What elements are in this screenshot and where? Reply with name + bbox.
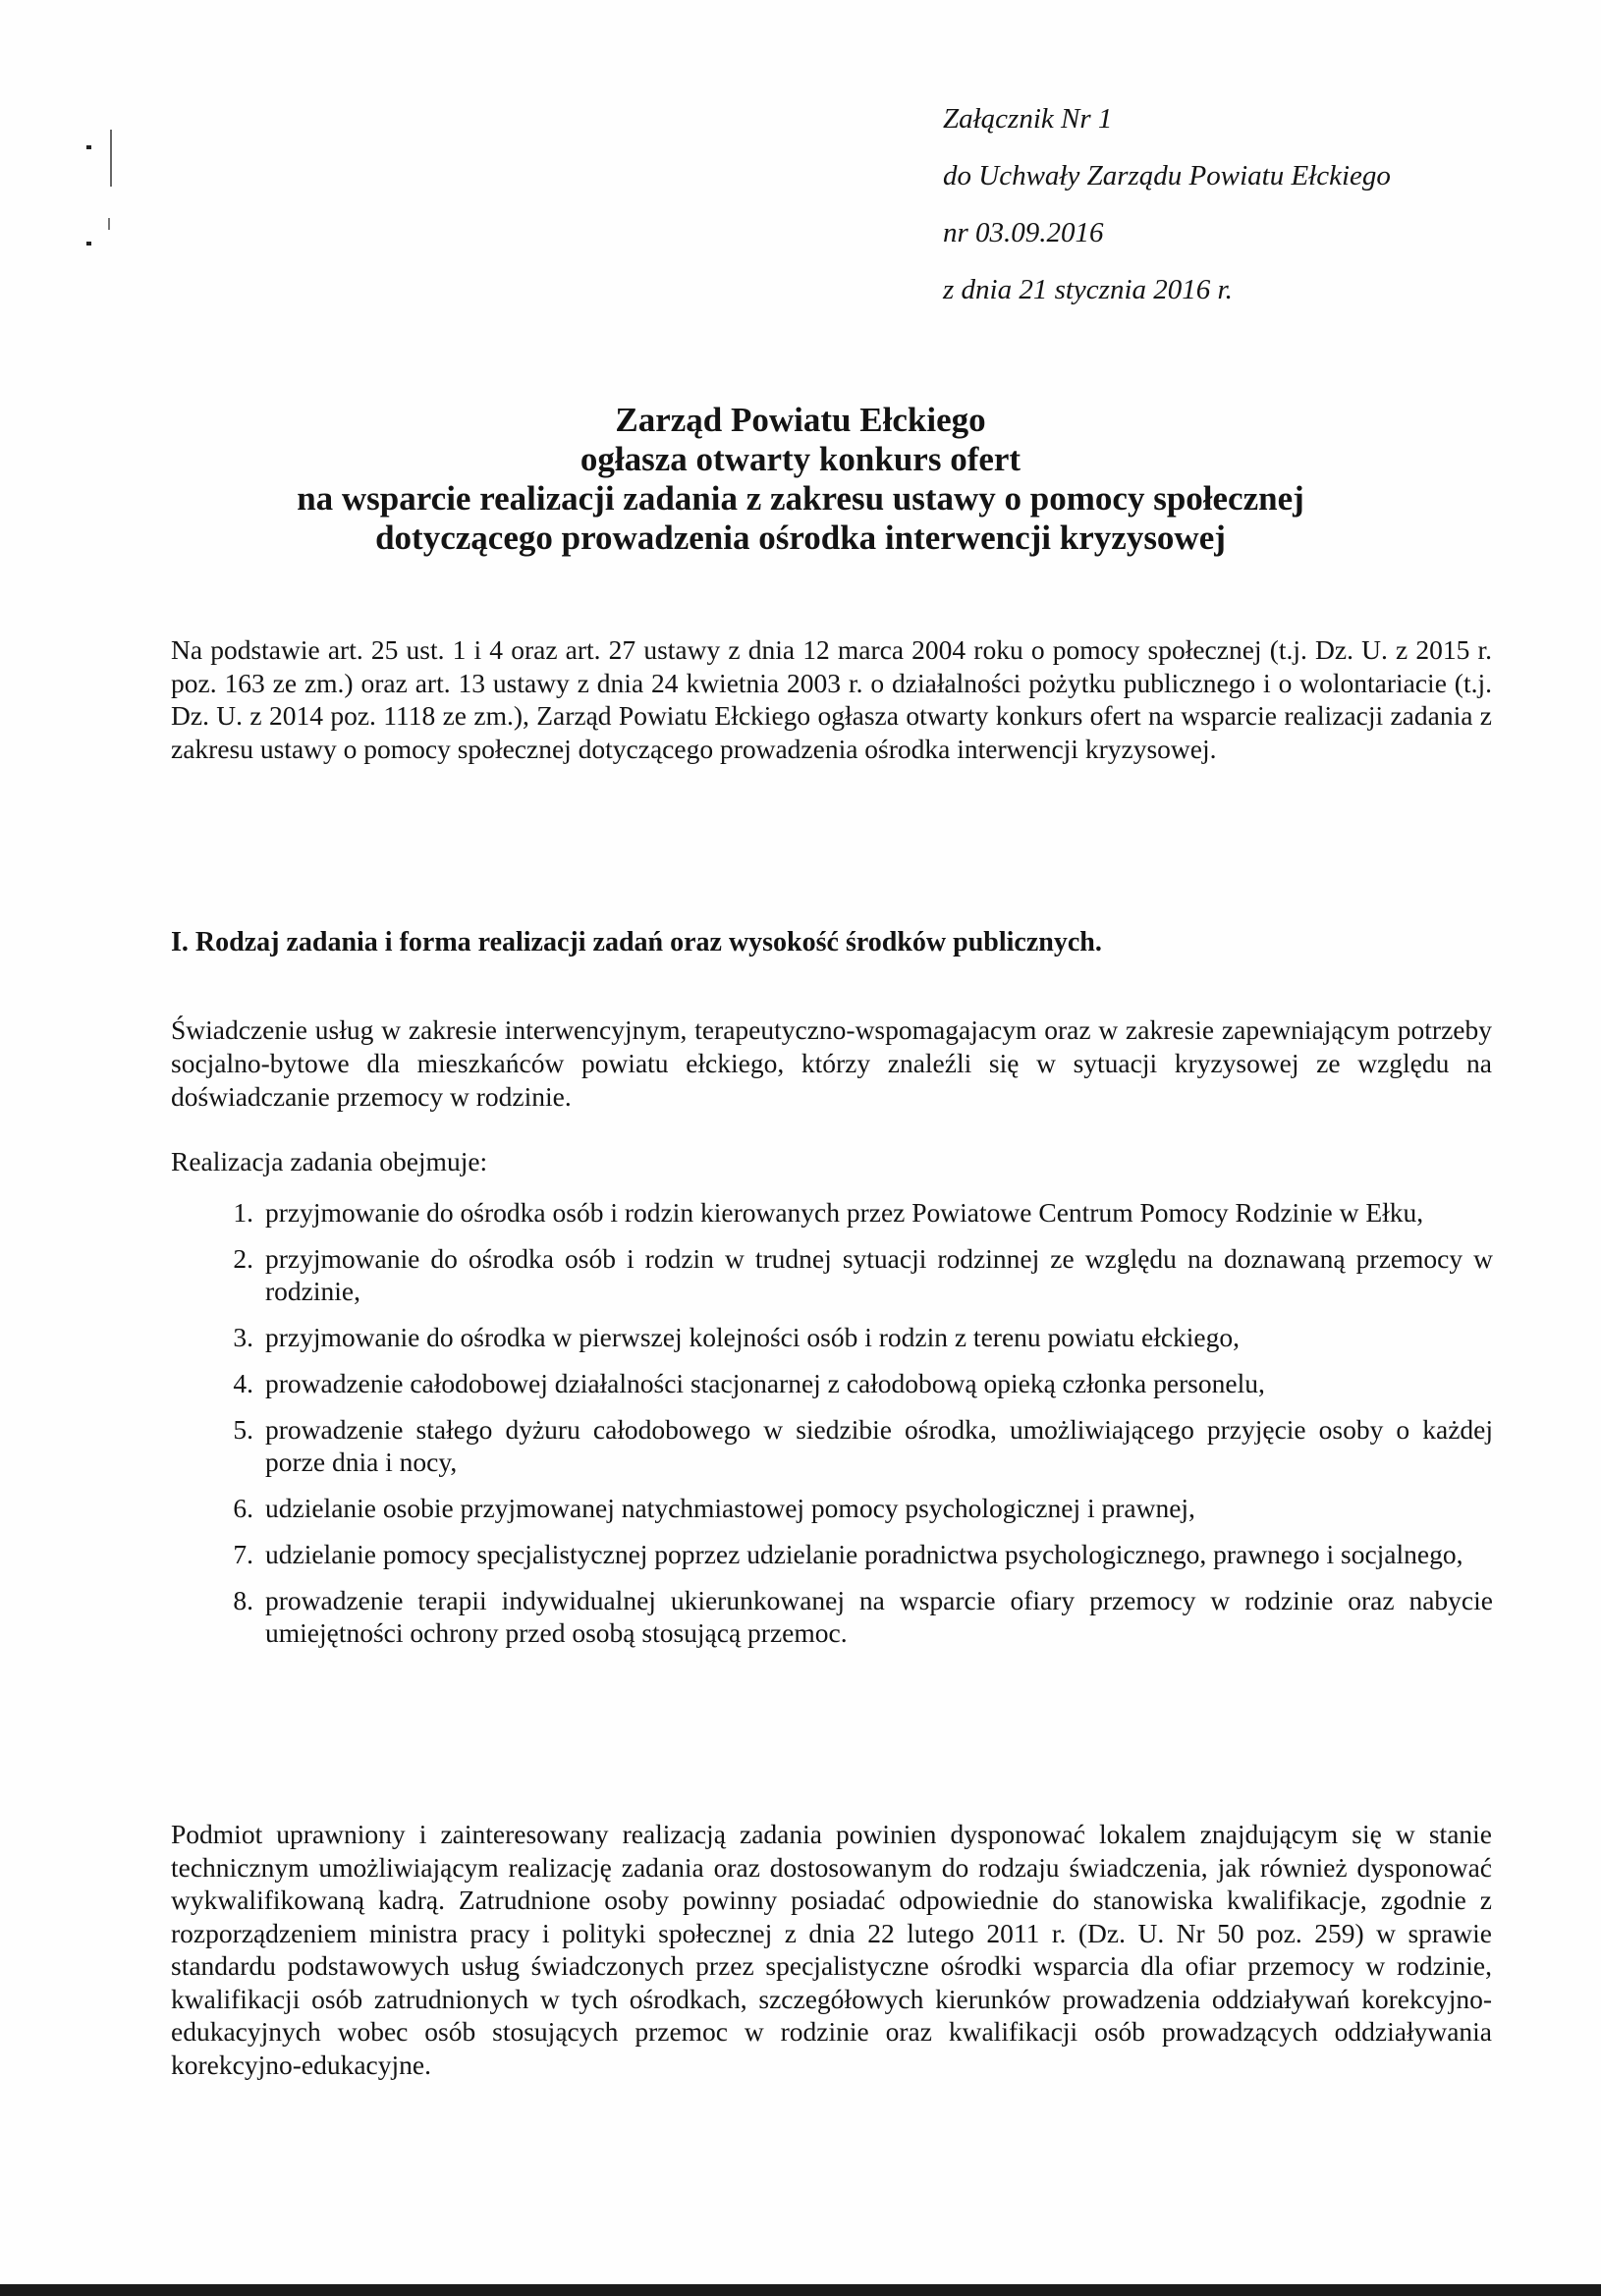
title-line-3: na wsparcie realizacji zadania z zakresu ustawy o pomocy społecznej [297,479,1304,518]
resolution-date: z dnia 21 stycznia 2016 r. [943,274,1233,305]
list-item [233,1367,1493,1399]
list-item [233,1584,1493,1649]
scan-mark [86,242,91,246]
task-scope-label: Realizacja zadania obejmuje: [171,1146,488,1176]
attachment-header [943,90,1391,318]
list-item-number: 4. [233,1368,253,1398]
list-item [233,1492,1493,1524]
scan-mark [110,130,112,187]
list-item-text: przyjmowanie do ośrodka w pierwszej kolejności osób i rodzin z terenu powiatu ełckiego, [265,1322,1241,1352]
task-description-paragraph: Świadczenie usług w zakresie interwencyjnym, terapeutyczno-wspomagajacym oraz w zakresie zapewniającym potrzeby socjalno-bytowe dla mieszkańców powiatu ełckiego, którzy znaleźli się w sytuacji kryzysowej ze względu na doświadczanie przemocy w rodzinie. [171,1014,1492,1112]
resolution-number: nr 03.09.2016 [943,217,1104,248]
list-item-number: 8. [233,1585,253,1615]
list-item [233,1538,1493,1570]
list-item-text: prowadzenie stałego dyżuru całodobowego w siedzibie ośrodka, umożliwiającego przyjęcie osoby o każdej porze dnia i nocy, [265,1414,1493,1477]
list-item-text: udzielanie osobie przyjmowanej natychmiastowej pomocy psychologicznej i prawnej, [265,1493,1195,1523]
requirements-paragraph: Podmiot uprawniony i zainteresowany realizacją zadania powinien dysponować lokalem znajdującym się w stanie technicznym umożliwiającym realizację zadania oraz dostosowanym do rodzaju świadczenia, jak również dysponować wykwalifikowaną kadrą. Zatrudnione osoby powinny posiadać odpowiednie do stanowiska kwalifikacje, zgodnie z rozporządzeniem ministra pracy i polityki społecznej z dnia 22 lutego 2011 r. (Dz. U. Nr 50 poz. 259) w sprawie standardu podstawowych usług świadczonych przez specjalistyczne ośrodki wsparcia dla ofiar przemocy w rodzinie, kwalifikacji osób zatrudnionych w tych ośrodkach, szczegółowych kierunków prowadzenia oddziaływań korekcyjno-edukacyjnych wobec osób stosujących przemoc w rodzinie oraz kwalifikacji osób prowadzących oddziaływania korekcyjno-edukacyjne. [171,1819,1492,2080]
resolution-reference: do Uchwały Zarządu Powiatu Ełckiego [943,160,1391,191]
section-heading: I. Rodzaj zadania i forma realizacji zadań oraz wysokość środków publicznych. [171,927,1102,957]
task-scope-list [0,1196,1601,1663]
list-item-number: 3. [233,1322,253,1352]
list-item [233,1413,1493,1478]
list-item-number: 6. [233,1493,253,1523]
list-item [233,1321,1493,1353]
title-line-4: dotyczącego prowadzenia ośrodka interwencji kryzysowej [375,519,1226,557]
scan-mark [108,218,110,230]
intro-paragraph: Na podstawie art. 25 ust. 1 i 4 oraz art. 27 ustawy z dnia 12 marca 2004 roku o pomocy społecznej (t.j. Dz. U. z 2015 r. poz. 163 ze zm.) oraz art. 13 ustawy z dnia 24 kwietnia 2003 r. o działalności pożytku publicznego i o wolontariacie (t.j. Dz. U. z 2014 poz. 1118 ze zm.), Zarząd Powiatu Ełckiego ogłasza otwarty konkurs ofert na wsparcie realizacji zadania z zakresu ustawy o pomocy społecznej dotyczącego prowadzenia ośrodka interwencji kryzysowej. [171,634,1492,764]
scan-bottom-edge [0,2284,1601,2296]
list-item-number: 2. [233,1243,253,1274]
list-item-number: 5. [233,1414,253,1445]
title-line-1: Zarząd Powiatu Ełckiego [615,401,986,439]
scan-mark [86,145,91,149]
list-item-text: prowadzenie terapii indywidualnej ukierunkowanej na wsparcie ofiary przemocy w rodzinie oraz nabycie umiejętności ochrony przed osobą stosującą przemoc. [265,1585,1493,1648]
attachment-number: Załącznik Nr 1 [943,103,1113,135]
title-line-2: ogłasza otwarty konkurs ofert [580,440,1021,478]
list-item-number: 7. [233,1539,253,1569]
list-item-text: przyjmowanie do ośrodka osób i rodzin kierowanych przez Powiatowe Centrum Pomocy Rodzinie w Ełku, [265,1197,1424,1228]
list-item-text: przyjmowanie do ośrodka osób i rodzin w trudnej sytuacji rodzinnej ze względu na doznawaną przemocy w rodzinie, [265,1243,1493,1306]
document-title [128,401,1473,558]
list-item [233,1196,1493,1229]
list-item-text: prowadzenie całodobowej działalności stacjonarnej z całodobową opieką członka personelu, [265,1368,1265,1398]
list-item-number: 1. [233,1197,253,1228]
list-item-text: udzielanie pomocy specjalistycznej poprzez udzielanie poradnictwa psychologicznego, prawnego i socjalnego, [265,1539,1463,1569]
list-item [233,1242,1493,1307]
